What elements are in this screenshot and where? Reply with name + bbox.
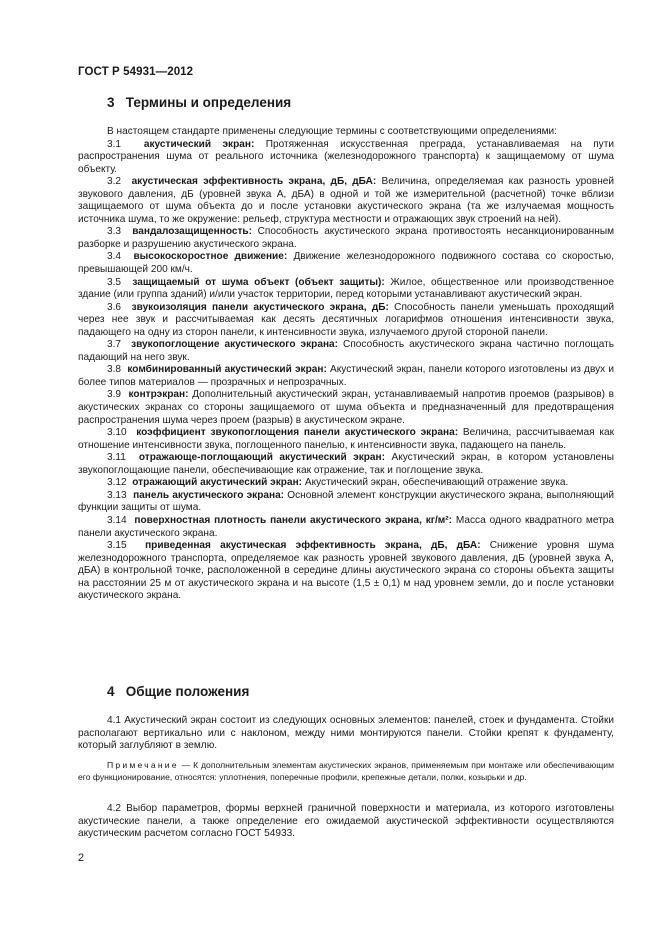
term-name: звукопоглощение акустического экрана: — [131, 339, 339, 351]
term-definition: Дополнительный акустический экран, устанавливаемый напротив проемов (разрывов) в акустических экранах со стороны защищаемого от шума объекта и предназначенный для предотвращения распространения шума через проем (разрыв) в акустическом экране. — [78, 389, 614, 426]
term-entry — [78, 339, 614, 364]
note-block — [78, 759, 614, 784]
term-entry — [78, 277, 614, 302]
term-definition: Акустический экран, панели которого изготовлены из двух и более типов материалов — прозрачных и непрозрачных. — [78, 364, 614, 388]
section-3-number: 3 — [107, 95, 115, 110]
term-definition: Способность акустического экрана противостоять несанкционированным разборке и разрушению акустического экрана. — [78, 226, 615, 250]
note-text: — К дополнительным элементам акустических экранов, применяемым при монтаже или обеспечивающим его функционирование, относятся: уплотнения, поперечные профили, крепежные детали, полки, козырьки и др. — [78, 760, 614, 783]
section-4-paragraph-1: 4.1 Акустический экран состоит из следующих основных элементов: панелей, стоек и фундамента. Стойки располагают вертикально или с наклоном, между ними монтируются панели. Стойки крепят к фундаменту, который заглубляют в землю. — [78, 715, 614, 752]
term-name: поверхностная плотность панели акустического экрана, кг/м²: — [134, 514, 452, 526]
term-entry — [78, 251, 614, 276]
term-entry — [78, 515, 614, 540]
term-name: отражающий акустический экран: — [132, 477, 303, 489]
term-number: 3.9 — [107, 389, 122, 401]
terms-list — [78, 126, 614, 603]
term-number: 3.3 — [107, 226, 122, 238]
term-definition: Величина, определяемая как разность уровней звукового давления, дБ (уровней звука А, дБА) в одной и той же измерительной (расчетной) точке вблизи защищаемого от шума объекта до и после установки акустического экрана (та же излучаемая мощность источника шума, то же окружение: рельеф, структура местности и отражающих звук строений на ней). — [78, 176, 615, 225]
term-definition: Акустический экран, в котором установлены звукопоглощающие панели, обеспечивающие как отражение, так и поглощение звука. — [78, 452, 614, 476]
term-entry — [78, 490, 614, 515]
term-number: 3.10 — [107, 427, 127, 439]
term-number: 3.5 — [107, 276, 122, 288]
term-number: 3.12 — [107, 477, 127, 489]
term-name: акустическая эффективность экрана, дБ, дБА: — [131, 176, 377, 188]
section-3-intro: В настоящем стандарте применены следующие термины с соответствующими определениями: — [107, 126, 557, 137]
term-definition: Снижение уровня шума железнодорожного транспорта, определяемое как разность уровней звукового давления, дБ (уровней звука А, дБА) в контрольной точке, расположенной в середине длины акустического экрана со стороны объекта защиты на расстоянии 25 м от акустического экрана и на высоте (1,5 ± 0,1) м над уровнем земли, до и после установки акустического экрана. — [78, 540, 615, 602]
term-number: 3.14 — [107, 514, 127, 526]
term-name: комбинированный акустический экран: — [127, 364, 327, 376]
term-entry — [78, 540, 614, 603]
term-definition: Протяженная искусственная преграда, устанавливаемая на пути распространения шума от реального источника (железнодорожного транспорта) к защищаемому от шума объекту. — [78, 138, 614, 175]
term-number: 3.1 — [107, 138, 122, 150]
term-number: 3.2 — [107, 176, 122, 188]
section-4-heading — [107, 684, 249, 699]
term-entry — [78, 364, 614, 389]
section-4-paragraph-2: 4.2 Выбор параметров, формы верхней граничной поверхности и материала, из которого изготовлены акустические панели, а также определение его ожидаемой акустической эффективности осуществляются акустическим расчетом согласно ГОСТ 54933. — [78, 803, 614, 840]
term-entry — [78, 427, 614, 452]
section-3-title: Термины и определения — [125, 95, 292, 110]
section-4-title: Общие положения — [125, 684, 250, 699]
term-entry — [78, 389, 614, 427]
term-entry — [78, 477, 614, 490]
term-definition: Способность панели уменьшать проходящий через нее звук и рассчитываемая как десять десятичных логарифмов отношения интенсивности звука, падающего на одну из сторон панели, к интенсивности звука, излучаемого другой стороной панели. — [78, 301, 615, 338]
term-definition: Способность акустического экрана частично поглощать падающий на него звук. — [78, 339, 615, 363]
term-name: акустический экран: — [143, 138, 255, 150]
term-number: 3.13 — [107, 489, 127, 501]
term-name: приведенная акустическая эффективность экрана, дБ, дБА: — [145, 540, 481, 552]
term-number: 3.7 — [107, 339, 122, 351]
term-entry — [78, 452, 614, 477]
term-definition: Акустический экран, обеспечивающий отражение звука. — [304, 477, 569, 489]
note-label: Примечание — [107, 760, 179, 770]
term-entry — [78, 139, 614, 177]
term-name: защищаемый от шума объект (объект защиты): — [132, 276, 385, 288]
term-name: звукоизоляция панели акустического экрана, дБ: — [131, 301, 389, 313]
page-number: 2 — [78, 852, 85, 864]
term-number: 3.11 — [107, 452, 126, 464]
term-entry — [78, 226, 614, 251]
term-definition: Основной элемент конструкции акустического экрана, выполняющий функции защиты от шума. — [78, 489, 614, 514]
term-definition: Величина, рассчитываемая как отношение интенсивности звука, поглощенного панелью, к интенсивности звука, падающего на панель. — [78, 427, 615, 451]
term-name: панель акустического экрана: — [133, 489, 285, 501]
term-number: 3.4 — [107, 251, 122, 263]
section-3-heading — [107, 95, 291, 110]
term-name: высокоскоростное движение: — [133, 251, 288, 263]
term-entry — [78, 302, 614, 340]
term-number: 3.6 — [107, 301, 122, 313]
term-number: 3.8 — [107, 364, 122, 376]
term-definition: Движение железнодорожного подвижного состава со скоростью, превышающей 200 км/ч. — [78, 251, 615, 276]
term-name: вандалозащищенность: — [132, 226, 253, 238]
term-definition: Жилое, общественное или производственное здание (или группа зданий) и/или участок территории, перед которыми устанавливают акустический экран. — [78, 276, 614, 301]
term-number: 3.15 — [107, 540, 127, 552]
term-name: контрэкран: — [128, 389, 189, 401]
term-name: коэффициент звукопоглощения панели акустического экрана: — [136, 427, 459, 439]
term-name: отражающе-поглощающий акустический экран: — [138, 452, 385, 464]
section-4-number: 4 — [107, 684, 115, 699]
term-definition: Масса одного квадратного метра панели акустического экрана. — [78, 514, 614, 539]
term-entry — [78, 176, 614, 226]
document-id-header: ГОСТ Р 54931—2012 — [78, 66, 194, 78]
